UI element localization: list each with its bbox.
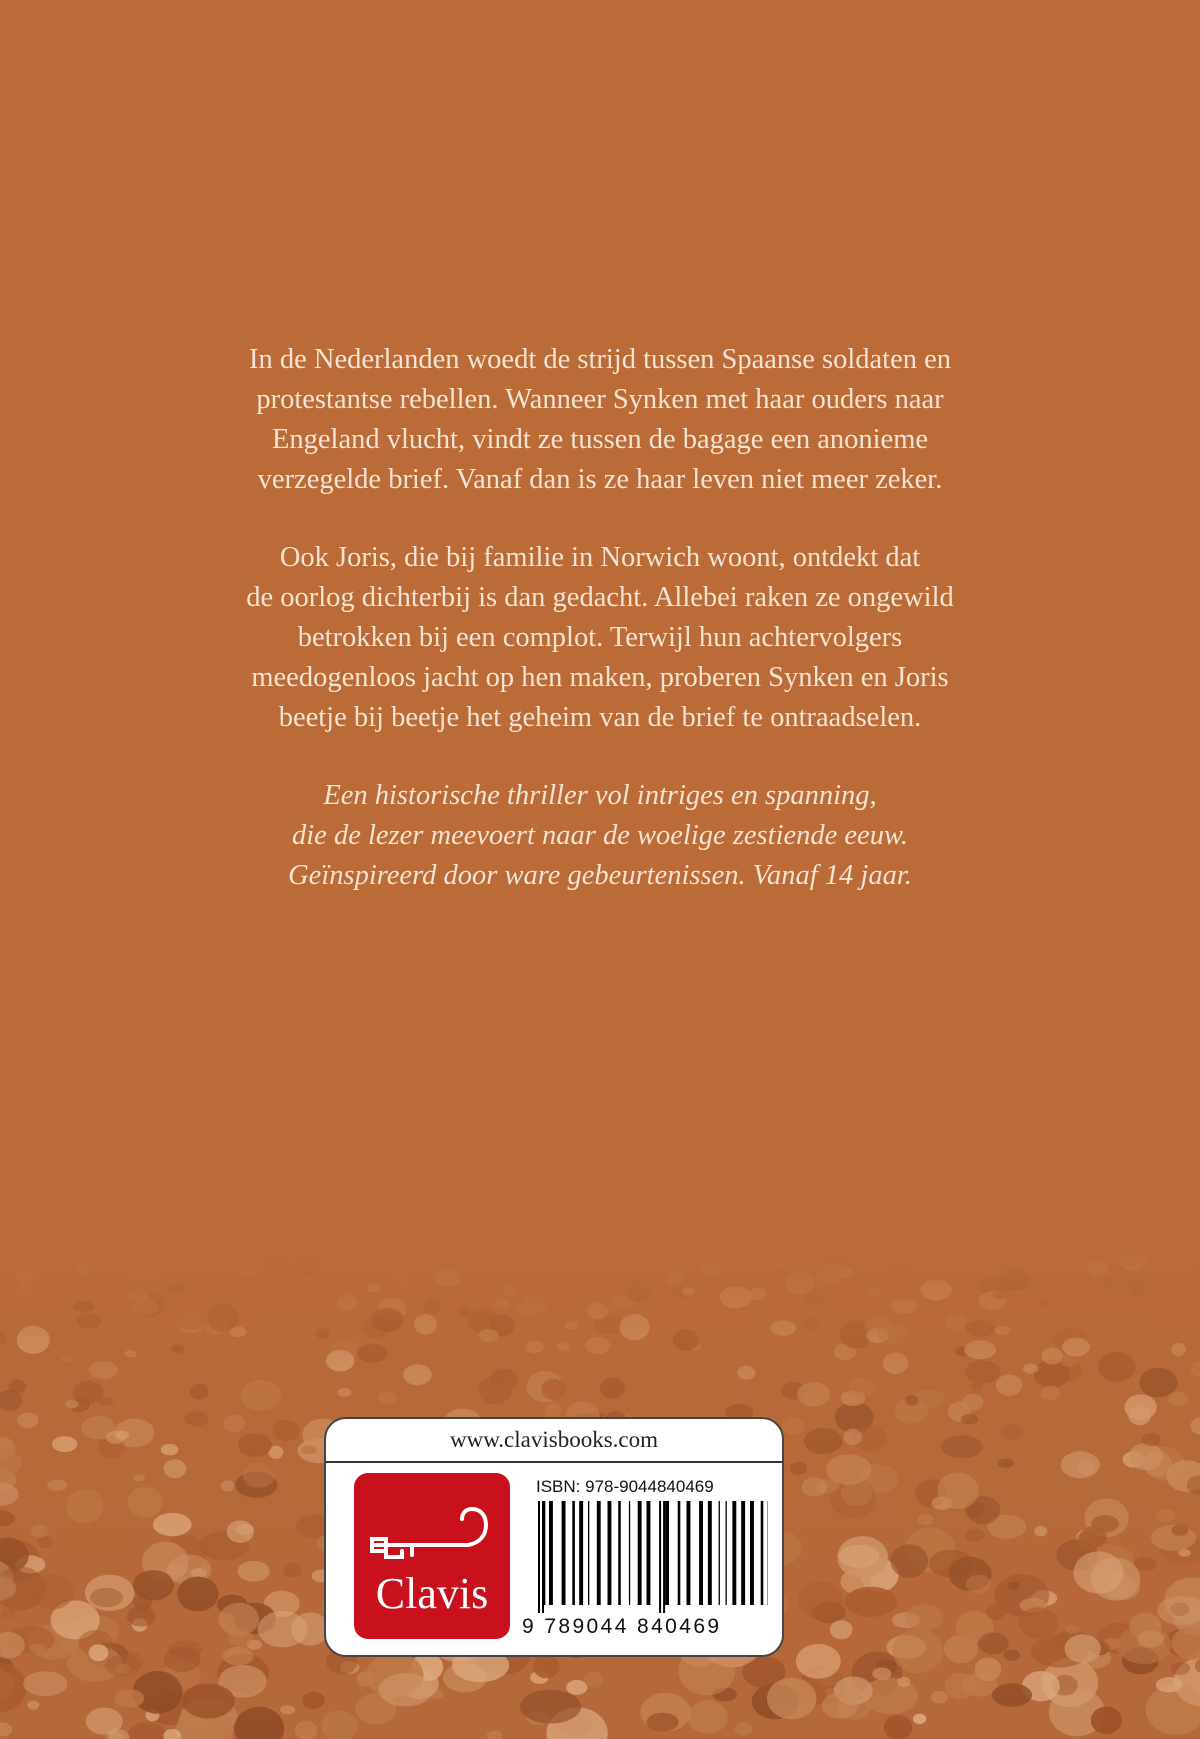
label-divider — [326, 1461, 782, 1463]
blurb-paragraph-2: Ook Joris, die bij familie in Norwich woont, ontdekt dat de oorlog dichterbij is dan gedacht. Allebei raken ze ongewild betrokken bij een complot. Terwijl hun achtervolgers meedogenloos jacht op hen maken, proberen Synken en Joris beetje bij beetje het geheim van de brief te ontraadselen. — [246, 542, 954, 733]
key-icon — [368, 1495, 496, 1567]
clavis-logo — [354, 1473, 510, 1639]
barcode-label — [324, 1417, 784, 1657]
barcode — [536, 1501, 768, 1613]
website-url[interactable]: www.clavisbooks.com — [449, 1427, 659, 1452]
logo-text: Clavis — [375, 1569, 489, 1618]
isbn-text: ISBN: 978-9044840469 — [536, 1477, 714, 1496]
ean-digits: 9 789044 840469 — [522, 1615, 722, 1638]
blurb-text — [100, 340, 1100, 934]
blurb-tagline: Een historische thriller vol intriges en spanning, die de lezer meevoert naar de woelige zestiende eeuw. Geïnspireerd door ware gebeurtenissen. Vanaf 14 jaar. — [288, 780, 912, 891]
blurb-paragraph-1: In de Nederlanden woedt de strijd tussen Spaanse soldaten en protestantse rebellen. Wanneer Synken met haar ouders naar Engeland vlucht, vindt ze tussen de bagage een anonieme verzegelde brief. Vanaf dan is ze haar leven niet meer zeker. — [248, 344, 951, 495]
